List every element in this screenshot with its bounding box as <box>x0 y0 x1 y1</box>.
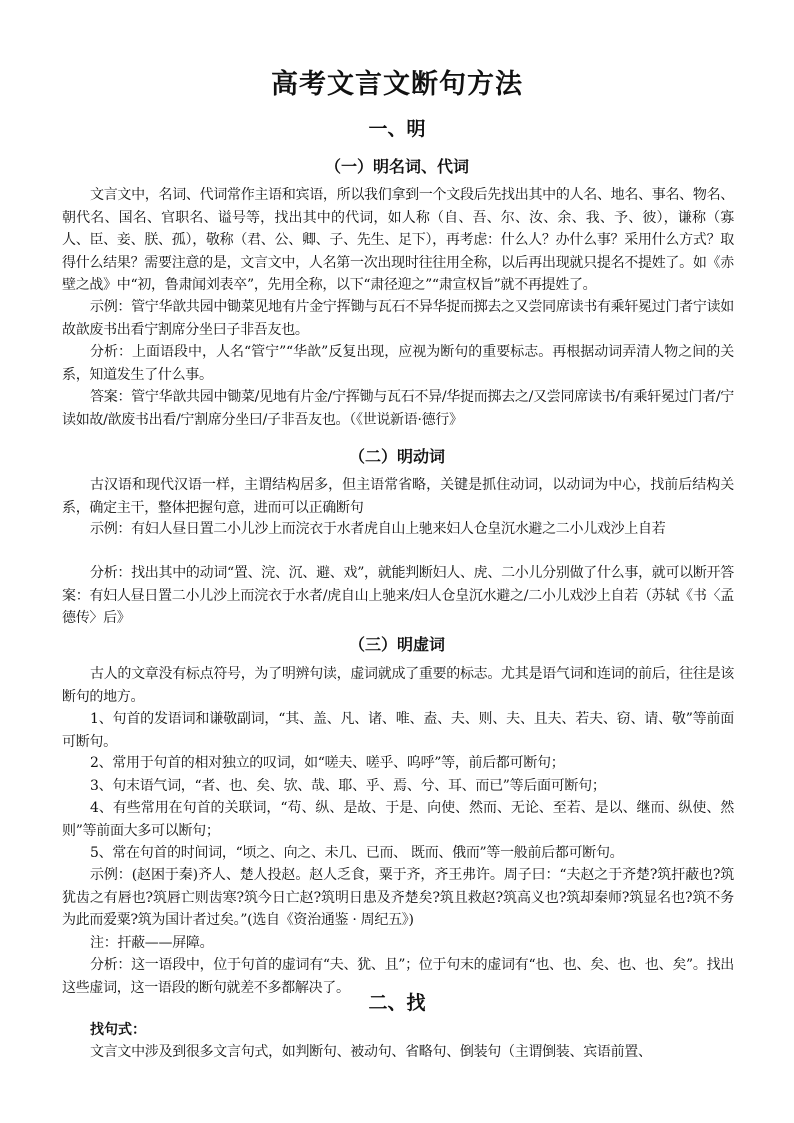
paragraph-sentence-patterns: 文言文中涉及到很多文言句式，如判断句、被动句、省略句、倒装句（主谓倒装、宾语前置、 <box>90 1044 652 1060</box>
section-heading-2: 二、找 <box>368 992 426 1014</box>
sentence-pattern-label: 找句式： <box>90 1022 146 1038</box>
paragraph-nouns-answer: 答案：管宁华歆共园中锄菜/见地有片金/宁挥锄与瓦石不异/华捉而掷去之/又尝同席读书/有乘轩冕过门者/宁读如故/歆废书出看/宁割席分坐曰/子非吾友也。（《世说新语·德行》 <box>62 389 734 428</box>
paragraph-verbs-intro: 古汉语和现代汉语一样，主谓结构居多，但主语常省略，关键是抓住动词，以动词为中心，找前后结构关系，确定主干，整体把握句意，进而可以正确断句 <box>62 477 734 516</box>
paragraph-nouns-intro: 文言文中，名词、代词常作主语和宾语，所以我们拿到一个文段后先找出其中的人名、地名、事名、物名、朝代名、国名、官职名、谥号等，找出其中的代词，如人称（自、吾、尔、汝、余、我、予、彼），谦称（寡人、臣、妾、朕、孤），敬称（君、公、卿、子、先生、足下），再考虑：什么人？办什么事？采用什么方式？取得什么结果？需要注意的是，文言文中，人名第一次出现时往往用全称，以后再出现就只提名不提姓了。如《赤壁之战》中“初，鲁肃闻刘表卒”，先用全称，以下“肃径迎之”“肃宣权旨”就不再提姓了。 <box>62 187 734 293</box>
paragraph-particles-rule-3: 3、句末语气词，“者、也、矣、欤、哉、耶、乎、焉、兮、耳、而已”等后面可断句； <box>90 778 606 794</box>
paragraph-nouns-analysis: 分析：上面语段中，人名“管宁”“华歆”反复出现，应视为断句的重要标志。再根据动词弄清人物之间的关系，知道发生了什么事。 <box>62 344 734 383</box>
subsection-heading-nouns: （一）明名词、代词 <box>324 157 469 176</box>
paragraph-nouns-example: 示例：管宁华歆共园中锄菜见地有片金宁挥锄与瓦石不异华捉而掷去之又尝同席读书有乘轩冕过门者宁读如故歆废书出看宁割席分坐曰子非吾友也。 <box>62 299 734 338</box>
section-heading-1: 一、明 <box>368 118 426 140</box>
paragraph-verbs-analysis: 分析：找出其中的动词“置、浣、沉、避、戏”，就能判断妇人、虎、二小儿分别做了什么事，就可以断开答案：有妇人昼日置二小儿沙上而浣衣于水者/虎自山上驰来/妇人仓皇沉水避之/二小儿戏沙上自若（苏轼《书〈孟德传〉后》 <box>62 565 734 626</box>
paragraph-particles-intro: 古人的文章没有标点符号，为了明辨句读，虚词就成了重要的标志。尤其是语气词和连词的前后，往往是该断句的地方。 <box>62 666 734 705</box>
paragraph-particles-note: 注：扞蔽——屏障。 <box>90 935 214 951</box>
paragraph-particles-analysis: 分析：这一语段中，位于句首的虚词有“夫、犹、且”；位于句末的虚词有“也、也、矣、也、也、矣”。找出这些虚词，这一语段的断句就差不多都解决了。 <box>62 957 734 996</box>
paragraph-particles-rule-5: 5、常在句首的时间词，“顷之、向之、未几、已而、 既而、俄而”等一般前后都可断句。 <box>90 845 624 861</box>
paragraph-particles-rule-1: 1、句首的发语词和谦敬副词，“其、盖、凡、诸、唯、盍、夫、则、夫、且夫、若夫、窃、请、敬”等前面可断句。 <box>62 711 734 750</box>
document-title: 高考文言文断句方法 <box>271 69 523 100</box>
subsection-heading-verbs: （二）明动词 <box>348 447 445 466</box>
paragraph-particles-example: 示例：(赵困于秦)齐人、楚人投赵。赵人乏食，粟于齐，齐王弗许。周子曰：“夫赵之于齐楚?筑扞蔽也?筑犹齿之有唇也?筑唇亡则齿寒?筑今日亡赵?筑明日患及齐楚矣?筑且救赵?筑高义也?筑却秦师?筑显名也?筑不务为此而爱粟?筑为国计者过矣。”(选自《资治通鉴 · 周纪五》) <box>62 867 734 928</box>
subsection-heading-particles: （三）明虚词 <box>348 635 445 654</box>
paragraph-particles-rule-4: 4、有些常用在句首的关联词，“苟、纵、是故、于是、向使、然而、无论、至若、是以、继而、纵使、然则”等前面大多可以断句； <box>62 800 734 839</box>
paragraph-particles-rule-2: 2、常用于句首的相对独立的叹词，如“嗟夫、嗟乎、呜呼”等，前后都可断句； <box>90 755 565 771</box>
paragraph-verbs-example: 示例：有妇人昼日置二小儿沙上而浣衣于水者虎自山上驰来妇人仓皇沉水避之二小儿戏沙上自若 <box>90 521 666 537</box>
